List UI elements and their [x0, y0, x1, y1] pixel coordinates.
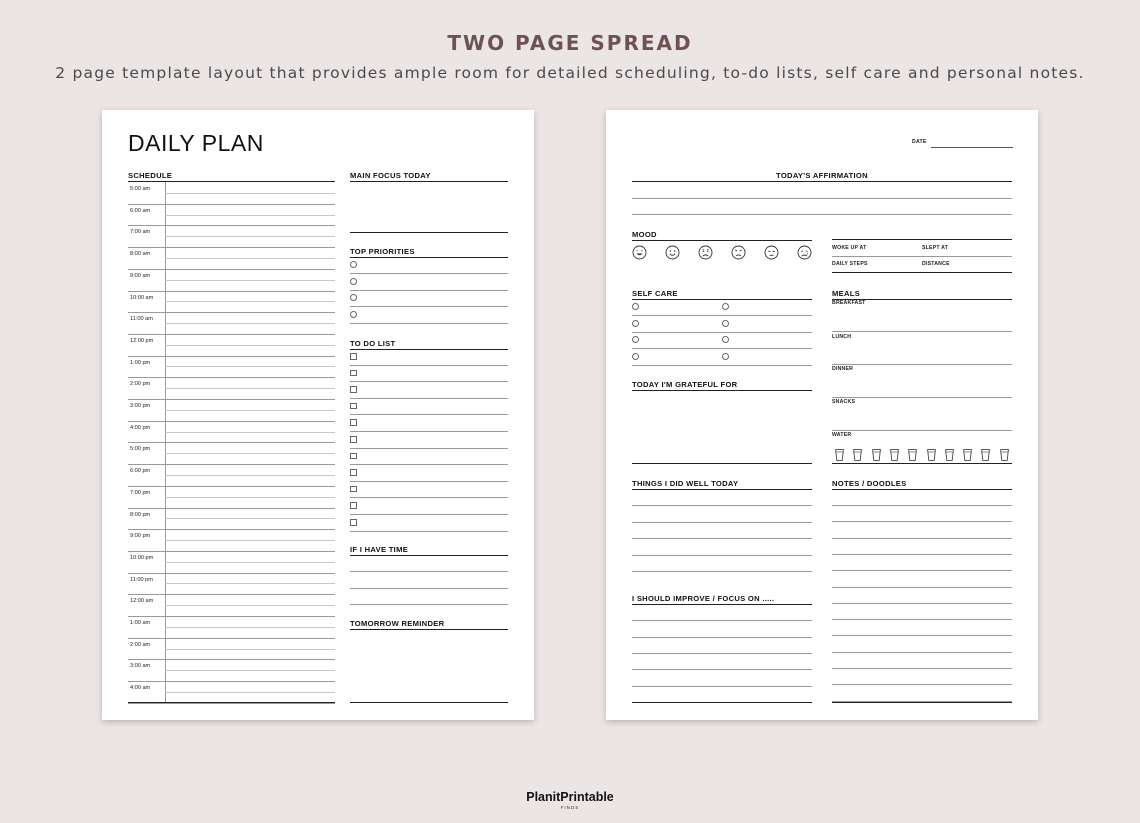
improve-line[interactable]	[632, 686, 812, 687]
mood-heading: MOOD	[632, 230, 812, 241]
schedule-half-line[interactable]	[165, 453, 335, 454]
did-well-line[interactable]	[632, 571, 812, 572]
todo-line[interactable]	[350, 448, 508, 449]
notes-line[interactable]	[832, 521, 1012, 522]
time-label: 3:00 pm	[130, 403, 151, 409]
wellness-page	[606, 110, 1038, 720]
todo-checkbox[interactable]	[350, 353, 357, 360]
notes-line[interactable]	[832, 587, 1012, 588]
water-label: WATER	[832, 432, 852, 438]
schedule-half-line[interactable]	[165, 475, 335, 476]
schedule-half-line[interactable]	[165, 670, 335, 671]
schedule-heading: SCHEDULE	[128, 171, 335, 182]
lunch-line	[832, 364, 1012, 365]
priority-line[interactable]	[350, 306, 508, 307]
self-care-line[interactable]	[632, 315, 812, 316]
self-care-line[interactable]	[632, 348, 812, 349]
breakfast-line	[832, 331, 1012, 332]
schedule-end-line	[128, 702, 335, 703]
lunch-label: LUNCH	[832, 334, 852, 340]
water-glass-icon[interactable]	[1000, 448, 1009, 460]
notes-line[interactable]	[832, 635, 1012, 636]
notes-line[interactable]	[832, 603, 1012, 604]
notes-heading: NOTES / DOODLES	[832, 479, 1012, 490]
snacks-line	[832, 430, 1012, 431]
smiling-face-icon[interactable]	[665, 245, 680, 260]
time-label: 6:00 am	[130, 207, 151, 214]
schedule-hour-line[interactable]	[128, 356, 335, 357]
did-well-line[interactable]	[632, 505, 812, 506]
time-label: 11:00 am	[130, 316, 153, 323]
notes-line[interactable]	[832, 505, 1012, 506]
time-label: 2:00 pm	[130, 381, 151, 388]
todo-line[interactable]	[350, 497, 508, 498]
schedule-half-line[interactable]	[165, 345, 335, 346]
schedule-hour-line[interactable]	[128, 573, 335, 574]
priority-checkbox[interactable]	[350, 278, 357, 285]
notes-line[interactable]	[832, 668, 1012, 669]
schedule-hour-line[interactable]	[128, 681, 335, 682]
schedule-half-line[interactable]	[165, 497, 335, 498]
todo-line[interactable]	[350, 464, 508, 465]
schedule-hour-line[interactable]	[128, 508, 335, 509]
tomorrow-heading: TOMORROW REMINDER	[350, 619, 508, 630]
time-label: 12:00 pm	[130, 337, 154, 344]
sleep-top-line	[832, 239, 1012, 240]
notes-line[interactable]	[832, 554, 1012, 555]
time-label: 9:00 pm	[130, 533, 151, 540]
todo-line[interactable]	[350, 381, 508, 382]
priority-line[interactable]	[350, 273, 508, 274]
meals-heading: MEALS	[832, 289, 1012, 300]
time-label: 1:00 am	[130, 620, 151, 626]
if-time-heading: IF I HAVE TIME	[350, 545, 508, 556]
time-label: 12:00 am	[130, 598, 154, 605]
schedule-half-line[interactable]	[165, 583, 335, 584]
time-label: 6:00 pm	[130, 468, 151, 475]
schedule-half-line[interactable]	[165, 562, 335, 563]
time-label: 4:00 pm	[130, 424, 151, 431]
notes-line[interactable]	[832, 619, 1012, 620]
priority-checkbox[interactable]	[350, 261, 357, 268]
time-label: 8:00 am	[130, 251, 151, 258]
time-label: 2:00 am	[130, 641, 151, 648]
self-care-checkbox[interactable]	[632, 303, 639, 310]
if-time-line[interactable]	[350, 604, 508, 605]
todo-checkbox[interactable]	[350, 453, 357, 460]
top-priorities-heading: TOP PRIORITIES	[350, 247, 508, 258]
priority-checkbox[interactable]	[350, 311, 357, 318]
page-title: DAILY PLAN	[128, 130, 264, 156]
brand-logo: PlanitPrintable	[526, 790, 614, 804]
main-focus-heading: MAIN FOCUS TODAY	[350, 171, 508, 182]
daily-steps-label: DAILY STEPS	[832, 261, 868, 267]
self-care-checkbox[interactable]	[632, 320, 639, 327]
time-label: 5:00 pm	[130, 446, 151, 453]
brand-tagline: FINDS	[560, 805, 580, 810]
schedule-hour-line[interactable]	[128, 225, 335, 226]
schedule-hour-line[interactable]	[128, 638, 335, 639]
schedule-hour-line[interactable]	[128, 551, 335, 552]
schedule-hour-line[interactable]	[128, 334, 335, 335]
todo-checkbox[interactable]	[350, 419, 357, 426]
schedule-half-line[interactable]	[165, 627, 335, 628]
affirmation-line-1	[632, 198, 1012, 199]
spread-subheading: 2 page template layout that provides ample room for detailed scheduling, to-do lists, self care and personal notes.	[55, 64, 1085, 82]
if-time-line[interactable]	[350, 571, 508, 572]
daily-plan-page	[102, 110, 534, 720]
improve-line[interactable]	[632, 669, 812, 670]
schedule-half-line[interactable]	[165, 215, 335, 216]
schedule-half-line[interactable]	[165, 366, 335, 367]
sleep-bottom-line	[832, 272, 1012, 273]
time-label: 8:00 pm	[130, 511, 151, 518]
schedule-half-line[interactable]	[165, 280, 335, 281]
schedule-hour-line[interactable]	[128, 399, 335, 400]
dinner-line	[832, 397, 1012, 398]
todo-line[interactable]	[350, 414, 508, 415]
notes-end-line	[832, 702, 1012, 703]
self-care-heading: SELF CARE	[632, 289, 812, 300]
did-well-heading: THINGS I DID WELL TODAY	[632, 479, 812, 490]
breakfast-label: BREAKFAST	[832, 300, 866, 306]
dinner-label: DINNER	[832, 366, 854, 372]
did-well-line[interactable]	[632, 522, 812, 523]
tired-face-icon[interactable]	[764, 245, 779, 260]
todo-line[interactable]	[350, 431, 508, 432]
self-care-checkbox[interactable]	[632, 336, 639, 343]
notes-line[interactable]	[832, 684, 1012, 685]
todo-line[interactable]	[350, 531, 508, 532]
self-care-checkbox[interactable]	[632, 353, 639, 360]
water-glass-icon[interactable]	[853, 448, 862, 460]
priority-checkbox[interactable]	[350, 294, 357, 301]
schedule-hour-line[interactable]	[128, 529, 335, 530]
water-glass-icon[interactable]	[981, 448, 990, 460]
todo-line[interactable]	[350, 398, 508, 399]
self-care-checkbox[interactable]	[722, 320, 729, 327]
angry-face-icon[interactable]	[731, 245, 746, 260]
schedule-half-line[interactable]	[165, 605, 335, 606]
grateful-end-line	[632, 463, 812, 464]
water-glass-icon[interactable]	[927, 448, 936, 460]
schedule-half-line[interactable]	[165, 236, 335, 237]
todo-checkbox[interactable]	[350, 386, 357, 393]
schedule-hour-line[interactable]	[128, 312, 335, 313]
time-label: 3:00 am	[130, 663, 151, 670]
self-care-checkbox[interactable]	[722, 303, 729, 310]
crying-face-icon[interactable]	[797, 245, 812, 260]
did-well-line[interactable]	[632, 555, 812, 556]
distance-label: DISTANCE	[922, 261, 950, 267]
grateful-heading: TODAY I'M GRATEFUL FOR	[632, 380, 812, 391]
notes-line[interactable]	[832, 570, 1012, 571]
tomorrow-end-line	[350, 702, 508, 703]
schedule-hour-line[interactable]	[128, 269, 335, 270]
todo-checkbox[interactable]	[350, 403, 357, 410]
time-label: 1:00 pm	[130, 359, 151, 366]
improve-end-line	[632, 702, 812, 703]
improve-heading: I SHOULD IMPROVE / FOCUS ON .....	[632, 594, 812, 605]
schedule-hour-line[interactable]	[128, 486, 335, 487]
todo-checkbox[interactable]	[350, 370, 357, 377]
schedule-half-line[interactable]	[165, 518, 335, 519]
notes-line[interactable]	[832, 652, 1012, 653]
schedule-half-line[interactable]	[165, 323, 335, 324]
water-glass-icon[interactable]	[963, 448, 972, 460]
notes-line[interactable]	[832, 538, 1012, 539]
schedule-hour-line[interactable]	[128, 464, 335, 465]
self-care-line[interactable]	[632, 365, 812, 366]
self-care-line[interactable]	[632, 332, 812, 333]
time-label: 7:00 pm	[130, 489, 151, 496]
did-well-line[interactable]	[632, 538, 812, 539]
priority-line[interactable]	[350, 290, 508, 291]
self-care-checkbox[interactable]	[722, 336, 729, 343]
improve-line[interactable]	[632, 637, 812, 638]
schedule-half-line[interactable]	[165, 540, 335, 541]
date-label: DATE	[912, 139, 927, 145]
schedule-half-line[interactable]	[165, 649, 335, 650]
schedule-hour-line[interactable]	[128, 247, 335, 248]
todo-line[interactable]	[350, 481, 508, 482]
schedule-half-line[interactable]	[165, 410, 335, 411]
affirmation-heading: TODAY'S AFFIRMATION	[632, 171, 1012, 182]
schedule-hour-line[interactable]	[128, 442, 335, 443]
schedule-half-line[interactable]	[165, 432, 335, 433]
schedule-hour-line[interactable]	[128, 377, 335, 378]
snacks-label: SNACKS	[832, 399, 856, 405]
schedule-hour-line[interactable]	[128, 594, 335, 595]
date-line	[931, 147, 1013, 148]
affirmation-line-2	[632, 214, 1012, 215]
priority-line[interactable]	[350, 323, 508, 324]
todo-heading: TO DO LIST	[350, 339, 508, 350]
schedule-hour-line[interactable]	[128, 616, 335, 617]
schedule-half-line[interactable]	[165, 301, 335, 302]
schedule-half-line[interactable]	[165, 258, 335, 259]
todo-checkbox[interactable]	[350, 486, 357, 493]
water-glass-icon[interactable]	[835, 448, 844, 460]
improve-line[interactable]	[632, 620, 812, 621]
schedule-half-line[interactable]	[165, 692, 335, 693]
todo-checkbox[interactable]	[350, 519, 357, 526]
todo-line[interactable]	[350, 514, 508, 515]
schedule-hour-line[interactable]	[128, 291, 335, 292]
sleep-mid-line	[832, 256, 1012, 257]
todo-checkbox[interactable]	[350, 469, 357, 476]
water-glass-icon[interactable]	[945, 448, 954, 460]
main-focus-end-line	[350, 232, 508, 233]
laughing-face-icon[interactable]	[632, 245, 647, 260]
water-glass-icon[interactable]	[890, 448, 899, 460]
schedule-half-line[interactable]	[165, 388, 335, 389]
sad-face-icon[interactable]	[698, 245, 713, 260]
time-label: 11:00 pm	[130, 576, 153, 583]
time-label: 9:00 am	[130, 272, 151, 279]
improve-line[interactable]	[632, 653, 812, 654]
water-glass-icon[interactable]	[908, 448, 917, 460]
time-label: 10:00 pm	[130, 554, 154, 561]
self-care-checkbox[interactable]	[722, 353, 729, 360]
time-label: 5:00 am	[130, 186, 151, 192]
todo-checkbox[interactable]	[350, 502, 357, 509]
todo-line[interactable]	[350, 365, 508, 366]
schedule-half-line[interactable]	[165, 193, 335, 194]
woke-up-label: WOKE UP AT	[832, 245, 867, 251]
water-glass-icon[interactable]	[872, 448, 881, 460]
schedule-hour-line[interactable]	[128, 421, 335, 422]
time-label: 4:00 am	[130, 685, 151, 692]
schedule-hour-line[interactable]	[128, 204, 335, 205]
water-end-line	[832, 463, 1012, 464]
todo-checkbox[interactable]	[350, 436, 357, 443]
if-time-line[interactable]	[350, 588, 508, 589]
spread-heading: TWO PAGE SPREAD	[447, 31, 693, 55]
schedule-hour-line[interactable]	[128, 659, 335, 660]
time-label: 7:00 am	[130, 229, 151, 236]
slept-label: SLEPT AT	[922, 245, 949, 251]
time-label: 10:00 am	[130, 294, 154, 301]
